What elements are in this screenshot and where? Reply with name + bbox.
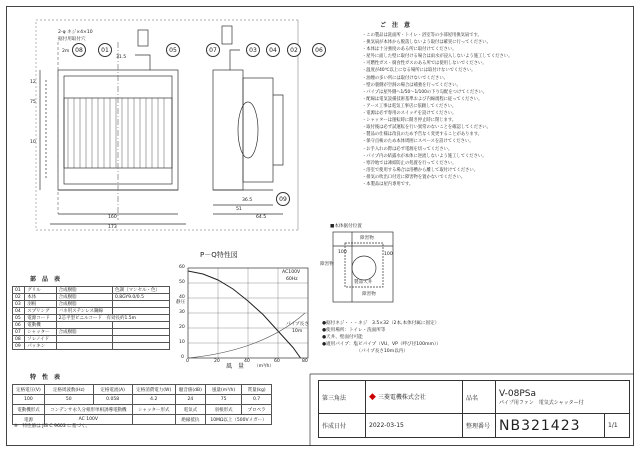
pq-xtick: 40	[244, 359, 250, 364]
notes-list	[362, 32, 626, 208]
cell: 合成樹脂	[56, 301, 112, 308]
dim-173: 173	[108, 225, 117, 230]
dim-160: 160	[108, 215, 117, 220]
table-row	[13, 405, 272, 415]
pq-ytick: 20	[179, 325, 185, 330]
remark-line: ●据付ネジ・・・ネジ 3.5×32（2本,本体付属に固定）	[322, 321, 440, 326]
callout-09: 09	[276, 192, 290, 206]
cell: 10MΩ以上（500Vメガー）	[205, 415, 271, 425]
callout-02: 02	[287, 43, 301, 57]
jis-note: ※ 特性値は JIS C 9603 に基づく。	[14, 424, 91, 429]
cell: コンデンサ永久分相形単相誘導電動機	[44, 405, 132, 415]
install-dim-b: 100	[338, 250, 347, 255]
cell: 2芯平型ビニルコード 有効長約1.5m	[56, 315, 169, 322]
dim-36-5: 36.5	[242, 198, 253, 203]
side-view-outline	[213, 70, 243, 190]
cell: 01	[13, 287, 25, 294]
pq-ytick: 0	[181, 355, 184, 360]
cell	[112, 322, 169, 329]
note-line: ・製品の仕様は改良のため予告なく変更することがあります。	[362, 132, 482, 138]
cell: 06	[13, 322, 25, 329]
cell	[56, 322, 112, 329]
table-row	[13, 336, 170, 343]
pq-xtick: 0	[186, 359, 189, 364]
cell	[132, 415, 175, 425]
pq-xlabel: 風 量	[226, 363, 245, 370]
cell: AC 100V	[44, 415, 132, 425]
note-line: ・取付後は必ず試運転を行い異常のないことを確認してください。	[362, 125, 491, 131]
table-row	[13, 287, 170, 294]
pq-title: P－Q特性図	[200, 251, 238, 259]
note-line: ・可燃性ガス・腐食性ガスのある所では使用しないでください。	[362, 61, 487, 67]
callout-01: 01	[98, 43, 112, 57]
pq-ytick: 40	[179, 295, 185, 300]
note-line: ・温度が40℃以上になる場所には取付けないでください。	[362, 68, 476, 74]
install-ceiling: 製品天井	[354, 280, 373, 285]
note-line: ・換気扇が本体から脱落しないよう取付は確実に行ってください。	[362, 40, 491, 46]
note-line: ・壁の裏側が空洞の場合は補強を行ってください。	[362, 82, 461, 88]
cell: 定格電流(A)	[93, 385, 132, 395]
cell: スプリング	[25, 308, 56, 315]
dim-64-5: 64.5	[256, 215, 267, 220]
cell: 4.2	[132, 395, 175, 405]
specs-table	[12, 384, 272, 425]
cell: 04	[13, 308, 25, 315]
cell: 絶縁抵抗	[175, 415, 205, 425]
cell: 定格電圧(V)	[13, 385, 45, 395]
no-label: 整理番号	[463, 414, 496, 438]
parts-title: 部 品 表	[30, 276, 61, 283]
cell: シャッター	[25, 329, 56, 336]
cell: 合成樹脂	[56, 294, 112, 301]
title-block	[318, 380, 630, 438]
remark-line: ●天井、壁面付可能	[322, 335, 363, 340]
dim-51: 51	[236, 207, 242, 212]
dim-31-5: 31.5	[116, 55, 127, 60]
pq-ytick: 50	[179, 280, 185, 285]
cell: 風量(m³/h)	[205, 385, 241, 395]
cell: プロペラ	[242, 405, 272, 415]
cell: 100	[13, 395, 45, 405]
table-row	[13, 308, 170, 315]
note-line: ・本製品は屋内専用です。	[362, 181, 414, 187]
note-line: ・排気の吹出口付近に障害物を置かないでください。	[362, 174, 466, 180]
note-line: ・シャッターは運転時に開き停止時に閉じます。	[362, 118, 457, 124]
cell: 本体	[25, 294, 56, 301]
notes-title: ご 注 意	[380, 22, 411, 29]
cell: 08	[13, 336, 25, 343]
pq-xtick: 20	[214, 359, 220, 364]
callout-07: 07	[206, 43, 220, 57]
table-row	[13, 315, 170, 322]
table-row	[13, 395, 272, 405]
table-row	[13, 322, 170, 329]
cord-label: 2m	[62, 49, 70, 54]
cell: 定格消費電力(W)	[132, 385, 175, 395]
cell: 騒音値(dB)	[175, 385, 205, 395]
dim-10: 10	[30, 140, 36, 145]
remark-line: ●適用パイプ：塩ビパイプ（VU、VP（呼び径100mm））	[322, 342, 441, 347]
cell: 質量(kg)	[242, 385, 272, 395]
specs-title: 特 性 表	[30, 374, 61, 381]
note-line: ・お手入れの際は必ず電源を切ってください。	[362, 146, 453, 152]
note-line: ・油煙の多い所には取付けないでください。	[362, 75, 448, 81]
callout-05: 05	[166, 43, 180, 57]
table-row	[13, 294, 170, 301]
cell: 0.7	[242, 395, 272, 405]
pq-xunit: （m³/h）	[254, 364, 274, 369]
table-row	[13, 385, 272, 395]
cell	[112, 301, 169, 308]
table-row	[13, 301, 170, 308]
note-line: ・保守点検のため本体周囲にスペースを設けてください。	[362, 139, 474, 145]
parts-table	[12, 286, 170, 350]
note-line: ・寒冷地では凍結防止の処置を行ってください。	[362, 160, 457, 166]
pq-ytick: 60	[179, 265, 185, 270]
note-line: ・パイプ内の結露水が本体に逆流しないよう施工してください。	[362, 153, 487, 159]
pq-xtick: 80	[302, 359, 308, 364]
install-obstacle-left: 障害物	[320, 262, 334, 267]
company-logo: ◆	[369, 392, 376, 403]
cell	[112, 308, 169, 315]
pq-series-group	[188, 271, 305, 358]
note-line: ・パイプは屋外側へ1/50〜1/100の下り勾配をつけてください。	[362, 89, 488, 95]
pq-xtick: 60	[274, 359, 280, 364]
pq-pipe-len: 10m	[292, 329, 303, 334]
table-row	[319, 381, 630, 414]
cell: 02	[13, 294, 25, 301]
note-line: ・浴室で使用する場合は浴槽から離して取付けてください。	[362, 167, 479, 173]
note-line: ・アース工事は電気工事店に依頼してください。	[362, 103, 457, 109]
date-value: 2022-03-15	[366, 414, 463, 438]
remarks	[322, 320, 441, 355]
cell	[112, 343, 169, 350]
company-text: 三菱電機株式会社	[377, 394, 426, 402]
callout-08: 08	[72, 43, 86, 57]
cell: 電源	[13, 415, 45, 425]
cell: 電気式	[175, 405, 205, 415]
note-line: ・屋外に面した壁に取付ける場合は雨水が浸入しないよう施工してください。	[362, 54, 513, 60]
cell: 電動機	[25, 322, 56, 329]
cell: 合成樹脂	[56, 287, 112, 294]
cell: 0.8GY9.0/0.5	[112, 294, 169, 301]
pq-pipe-label: パイプ長さ	[286, 322, 309, 327]
install-obstacle-bottom: 障害物	[362, 292, 376, 297]
cell: 定格周波数(Hz)	[44, 385, 93, 395]
pq-curve-60Hz	[188, 271, 301, 358]
cell: 05	[13, 315, 25, 322]
cell: 75	[205, 395, 241, 405]
cell: 07	[13, 329, 25, 336]
company-name	[366, 381, 463, 414]
mount-label: 据付用取付穴	[58, 37, 86, 42]
cell: グリル	[25, 287, 56, 294]
cell: 羽根形式	[205, 405, 241, 415]
cell: 合成樹脂	[56, 329, 112, 336]
cell: バネ用ステンレス鋼線	[56, 308, 112, 315]
cell: 09	[13, 343, 25, 350]
note-line: ・配線は電気設備技術基準および内線規程に従ってください。	[362, 96, 483, 102]
model-number: V-08PSa	[499, 388, 536, 399]
cell	[56, 336, 112, 343]
pq-ytick: 10	[179, 340, 185, 345]
callout-03: 03	[246, 43, 260, 57]
cell: 03	[13, 301, 25, 308]
remark-line: （パイプ長さ10m以内）	[322, 349, 408, 354]
callout-04: 04	[266, 43, 280, 57]
cell: パッキン	[25, 343, 56, 350]
note-line: ・本体は十分強度のある所に取付けてください。	[362, 47, 457, 53]
pq-line-label: 60Hz	[286, 277, 298, 282]
cell: 0.058	[93, 395, 132, 405]
remark-line: ●使用場所：トイレ・洗面所等	[322, 328, 386, 333]
date-label: 作成日付	[319, 414, 366, 438]
cell: 羽根	[25, 301, 56, 308]
cell: 電動機形式	[13, 405, 45, 415]
pq-ylabel: 静圧	[176, 300, 186, 305]
note-line: ・この製品は洗面所・トイレ・浴室等の小部屋用換気扇です。	[362, 33, 482, 38]
pq-freq: AC100V	[282, 270, 301, 275]
cell	[112, 329, 169, 336]
projection-angle: 第三角法	[319, 381, 366, 414]
page-number: 1/1	[605, 414, 630, 438]
table-row	[13, 415, 272, 425]
cell: 24	[175, 395, 205, 405]
pipe-resistance-curve	[188, 313, 305, 358]
install-obstacle-top: 障害物	[360, 236, 374, 241]
table-row	[13, 343, 170, 350]
doc-number: NB321423	[496, 414, 605, 438]
cell: 50	[44, 395, 93, 405]
cell: ソレノイド	[25, 336, 56, 343]
note-line: ・電源は必ず専用のスイッチを設けてください。	[362, 111, 457, 117]
product-desc: パイプ用ファン 電気式シャッター付	[499, 399, 584, 406]
screw-label: 2-φ ネジ×4×10	[58, 30, 93, 35]
install-dim-a: 100	[384, 252, 393, 257]
table-row	[13, 329, 170, 336]
dim-12: 12	[30, 80, 36, 85]
install-title: ■本体据付位置	[330, 224, 362, 229]
name-label: 品名	[463, 381, 496, 414]
table-row	[319, 414, 630, 438]
product-cell	[496, 381, 630, 414]
cell: 電源コード	[25, 315, 56, 322]
pq-ytick: 30	[179, 310, 185, 315]
cell	[56, 343, 112, 350]
cell: シャッター形式	[132, 405, 175, 415]
cell: 色調（マンセル・色）	[112, 287, 169, 294]
dim-75: 75	[30, 100, 36, 105]
cell	[112, 336, 169, 343]
callout-06: 06	[312, 43, 326, 57]
